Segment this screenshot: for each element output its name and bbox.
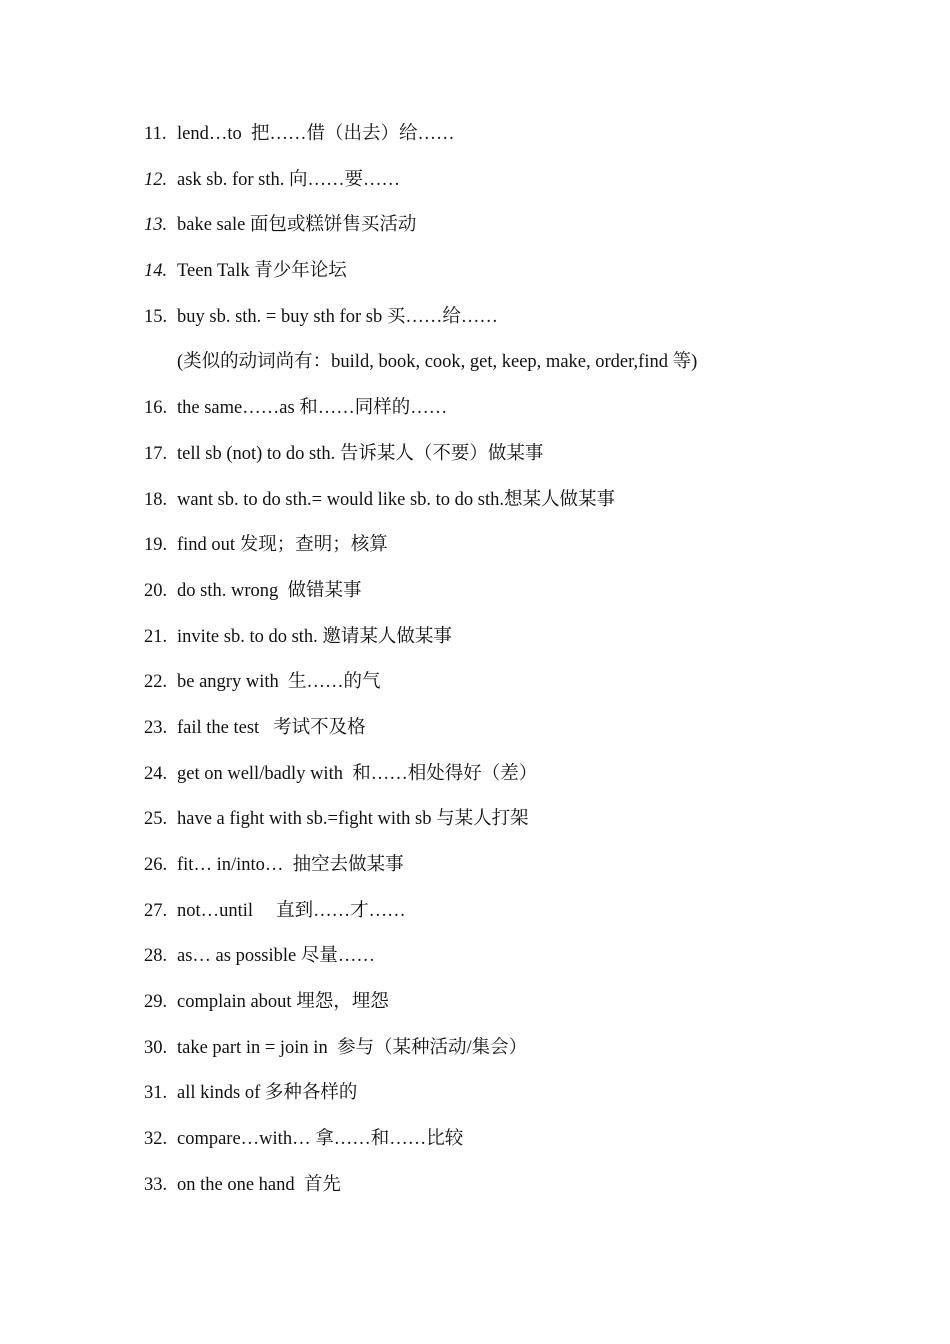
list-item (144, 529, 904, 575)
item-number: 26. (144, 855, 168, 875)
item-number: 31. (144, 1083, 168, 1104)
item-number: 12. (144, 169, 168, 190)
item-number: 32. (144, 1129, 168, 1150)
list-item (144, 895, 904, 941)
item-number: 25. (144, 809, 168, 830)
list-item (144, 803, 904, 849)
item-number: 21. (144, 626, 168, 647)
item-text: complain about 埋怨，埋怨 (177, 992, 389, 1013)
item-number: 15. (144, 306, 168, 327)
list-item (144, 118, 904, 164)
list-item (144, 1169, 904, 1215)
list-item (144, 1077, 904, 1123)
item-text: get on well/badly with 和……相处得好（差） (177, 763, 538, 784)
item-number: 19. (144, 535, 168, 556)
list-item (144, 986, 904, 1032)
item-text: want sb. to do sth.= would like sb. to do sth.想某人做某事 (177, 489, 615, 510)
list-item (144, 621, 904, 667)
item-number: 28. (144, 946, 168, 967)
item-number: 20. (144, 580, 168, 601)
list-item (144, 758, 904, 804)
list-item (144, 1032, 904, 1078)
item-text: lend…to 把……借（出去）给…… (177, 124, 455, 144)
list-item (144, 1123, 904, 1169)
item-text: fail the test 考试不及格 (177, 717, 366, 738)
item-number: 29. (144, 992, 168, 1013)
item-number: 18. (144, 489, 168, 510)
item-number: 33. (144, 1174, 168, 1195)
item-text: not…until 直到……才…… (177, 900, 406, 921)
list-item (144, 666, 904, 712)
item-text: compare…with… 拿……和……比较 (177, 1129, 464, 1150)
list-item (144, 255, 904, 301)
item-text: on the one hand 首先 (177, 1174, 341, 1195)
item-text: buy sb. sth. = buy sth for sb 买……给…… (177, 306, 498, 327)
item-text: invite sb. to do sth. 邀请某人做某事 (177, 626, 452, 647)
list-item (144, 940, 904, 986)
list-item (144, 209, 904, 255)
item-text: the same……as 和……同样的…… (177, 398, 448, 419)
list-item (144, 392, 904, 438)
vocabulary-list (144, 118, 904, 1215)
item-number: 22. (144, 672, 168, 693)
item-number: 13. (144, 215, 168, 236)
item-number: 24. (144, 763, 168, 784)
item-number: 11. (144, 124, 167, 144)
item-text: all kinds of 多种各样的 (177, 1083, 358, 1104)
item-text: bake sale 面包或糕饼售买活动 (177, 215, 417, 236)
list-item (144, 712, 904, 758)
list-item (144, 438, 904, 484)
item-text: fit… in/into… 抽空去做某事 (177, 855, 404, 875)
list-item (144, 484, 904, 530)
item-number: 23. (144, 717, 168, 738)
list-item (144, 301, 904, 347)
item-text: as… as possible 尽量…… (177, 946, 375, 967)
note-text: (类似的动词尚有：build, book, cook, get, keep, make, order,find 等) (177, 352, 698, 373)
item-number: 16. (144, 398, 168, 419)
list-item (144, 849, 904, 895)
item-number: 17. (144, 443, 168, 464)
item-text: have a fight with sb.=fight with sb 与某人打架 (177, 809, 529, 830)
item-text: take part in = join in 参与（某种活动/集会） (177, 1037, 528, 1058)
list-item (144, 575, 904, 621)
item-text: be angry with 生……的气 (177, 672, 381, 693)
item-text: tell sb (not) to do sth. 告诉某人（不要）做某事 (177, 443, 544, 464)
item-text: do sth. wrong 做错某事 (177, 580, 362, 601)
item-number: 27. (144, 900, 168, 921)
list-item-note (144, 346, 904, 392)
list-item (144, 164, 904, 210)
item-text: ask sb. for sth. 向……要…… (177, 169, 401, 190)
item-number: 30. (144, 1037, 168, 1058)
item-text: Teen Talk 青少年论坛 (177, 261, 347, 282)
item-number: 14. (144, 261, 168, 282)
item-text: find out 发现；查明；核算 (177, 535, 388, 556)
